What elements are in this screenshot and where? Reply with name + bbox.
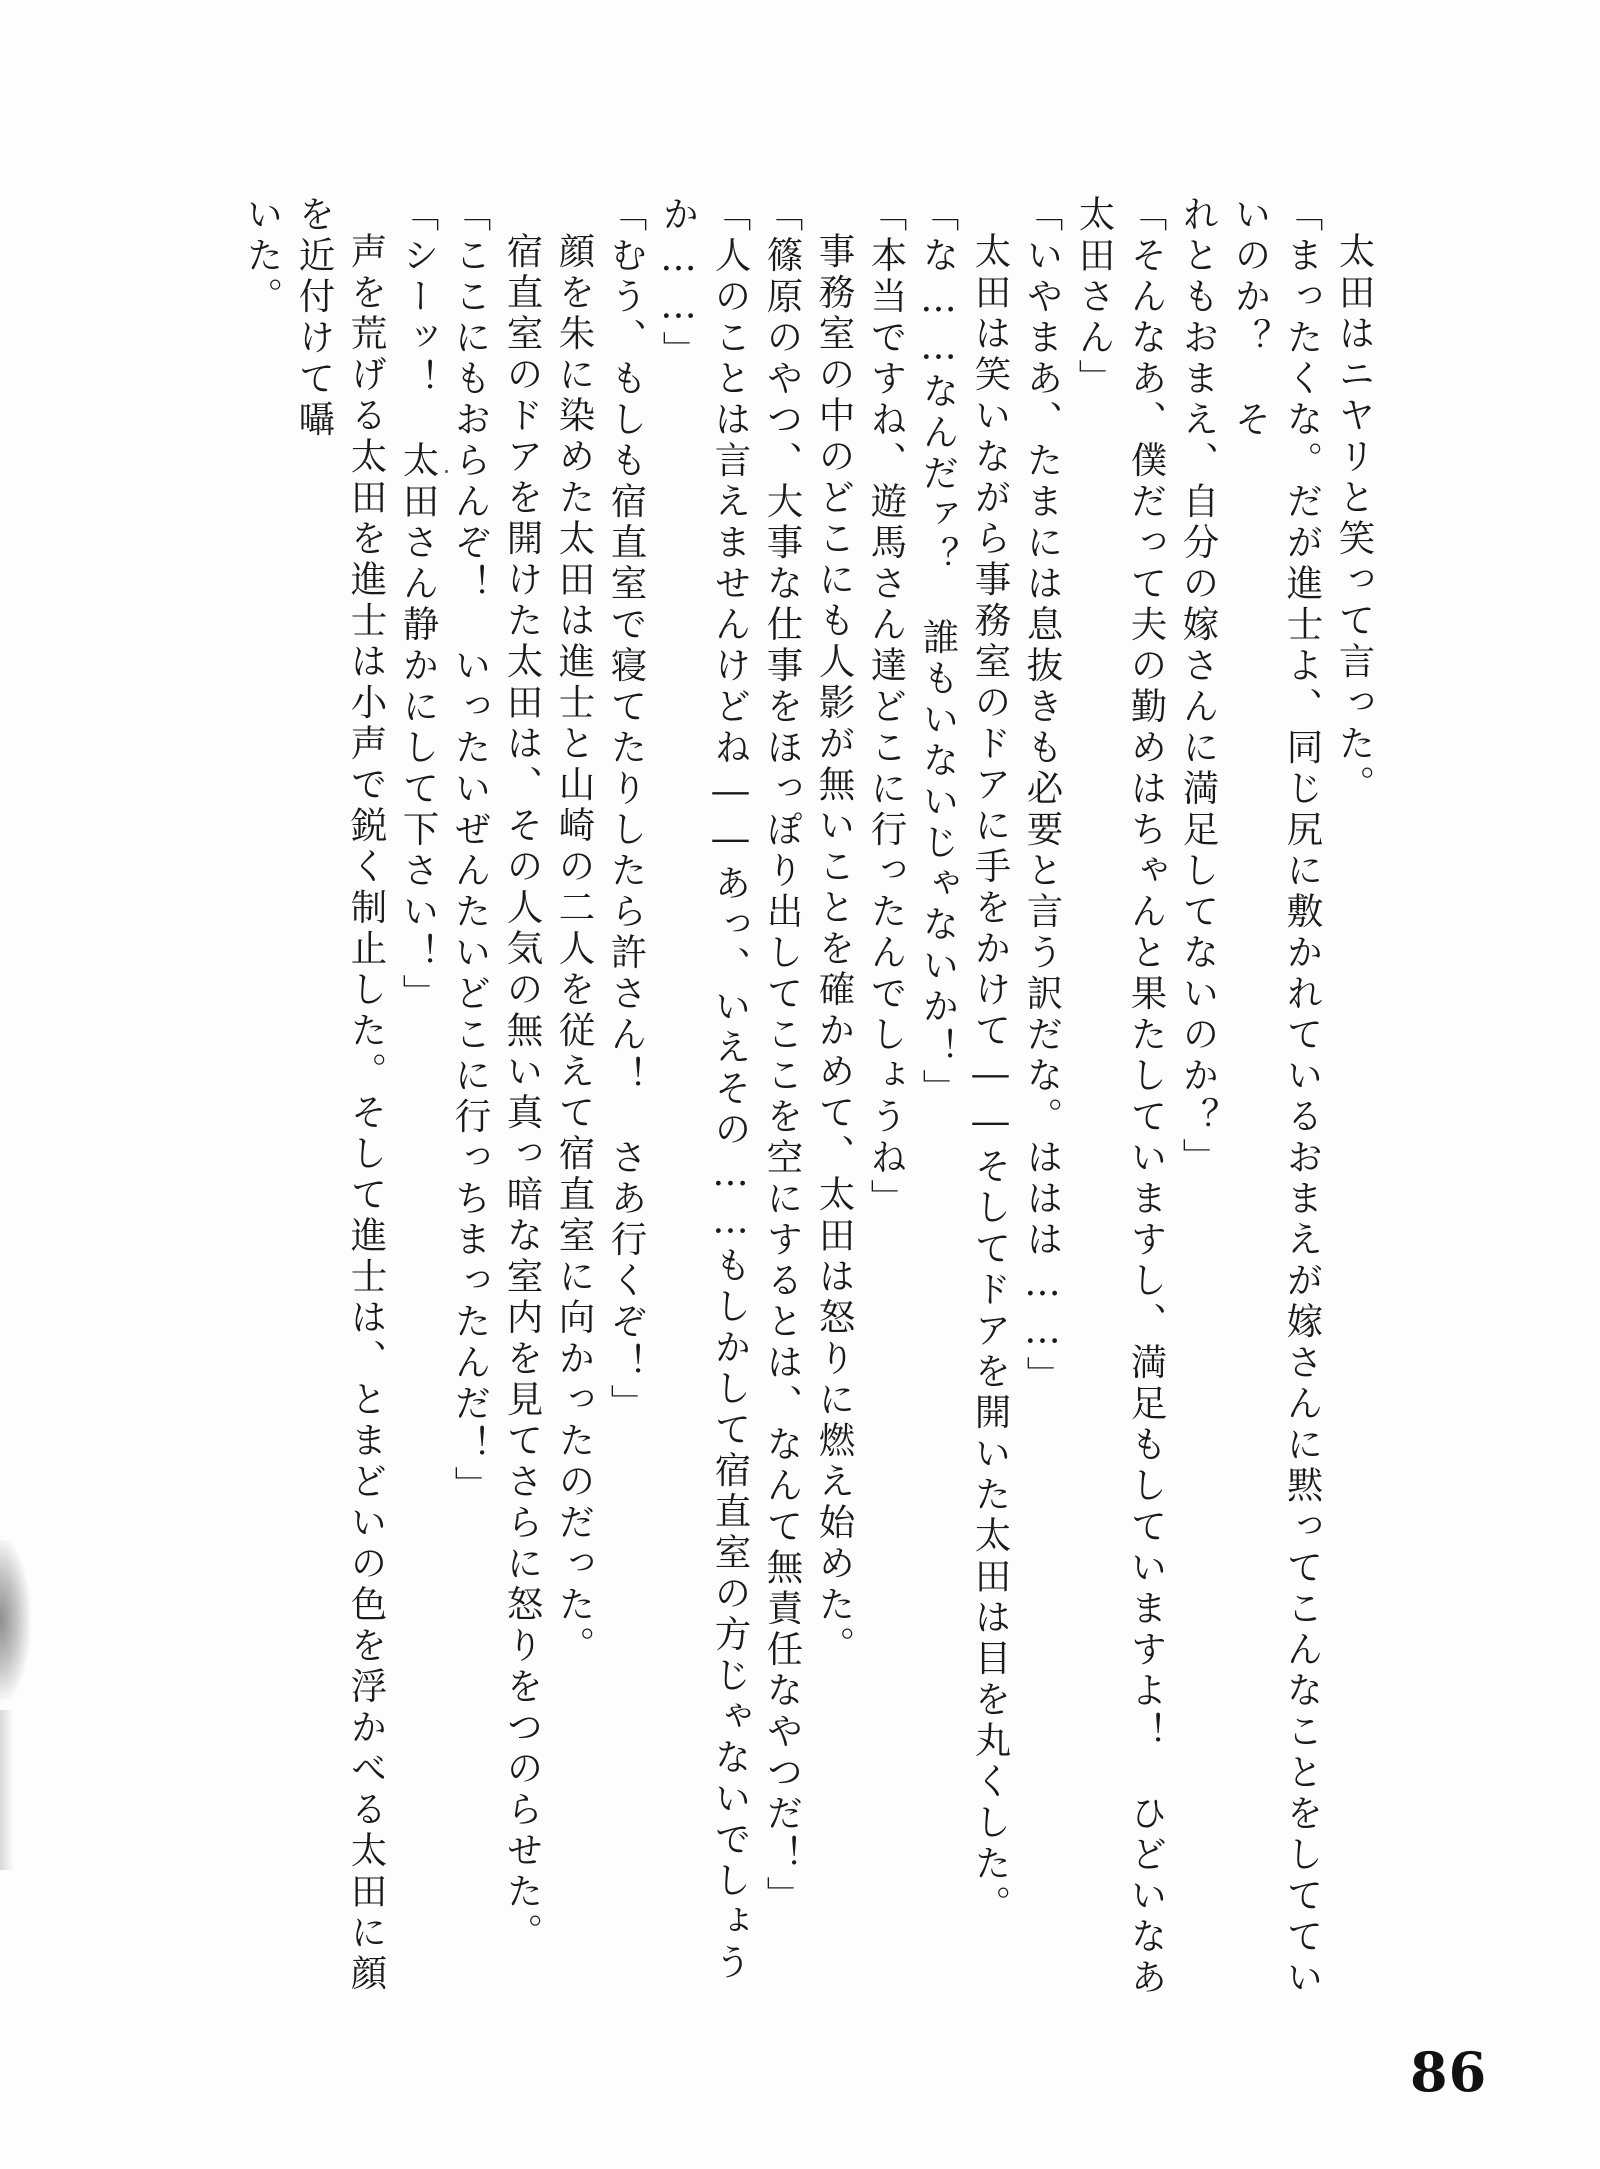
text-line: 「まったくな。だが進士よ、同じ尻に敷かれているおまえが嫁さんに黙ってこんなことをしてていいのか？ そ [1229, 195, 1324, 1999]
text-line: 太田は笑いながら事務室のドアに手をかけて――そしてドアを開いた太田は目を丸くした。 [969, 231, 1012, 1926]
text-line: 事務室の中のどこにも人影が無いことを確かめて、太田は怒りに燃え始めた。 [813, 231, 856, 1667]
text-line: 「むう、もしも宿直室で寝てたりしたら許さん！ さあ行くぞ！」 [605, 195, 648, 1425]
text-line: 「篠原のやつ、大事な仕事をほっぽり出してここを空にするとは、なんて無責任なやつだ！」 [761, 195, 804, 1917]
text-line: いた。 [241, 195, 284, 318]
text-line: 「いやまあ、たまには息抜きも必要と言う訳だな。ははは……」 [1021, 195, 1064, 1397]
text-line: 「そんなあ、僕だって夫の勤めはちゃんと果たしていますし、満足もしていますよ！ ひどいなあ太田さん」 [1073, 195, 1168, 1999]
edge-scan-shadow-lower [0, 1710, 14, 1870]
text-line: 「人のことは言えませんけどね――あっ、いえその……もしかして宿直室の方じゃないでしょうか……」 [657, 195, 752, 1984]
edge-scan-shadow [0, 1540, 30, 1700]
text-line: 顔を朱に染めた太田は進士と山崎の二人を従えて宿直室に向かったのだった。 [553, 231, 596, 1667]
text-line: 宿直室のドアを開けた太田は、その人気の無い真っ暗な室内を見てさらに怒りをつのらせた。 [501, 231, 544, 1954]
text-line: 「ここにもおらんぞ！ いったいぜんたいどこに行っちまったんだ！」 [449, 195, 492, 1507]
text-line: 「シーッ！ 太田さん静かにして下さい！」 [397, 195, 440, 1015]
text-line: 太田はニヤリと笑って言った。 [1333, 231, 1376, 806]
page-number: 86 [1410, 2040, 1488, 2104]
text-line: 「な……なんだァ？ 誰もいないじゃないか！」 [917, 195, 960, 1110]
vertical-text-body [130, 195, 1380, 2015]
text-line: れともおまえ、自分の嫁さんに満足してないのか？」 [1177, 195, 1220, 1179]
text-line: 声を荒げる太田を進士は小声で鋭く制止した。そして進士は、とまどいの色を浮かべる太田に顔を近付けて囁 [293, 195, 388, 1995]
text-line: 「本当ですね、遊馬さん達どこに行ったんでしょうね」 [865, 195, 908, 1220]
